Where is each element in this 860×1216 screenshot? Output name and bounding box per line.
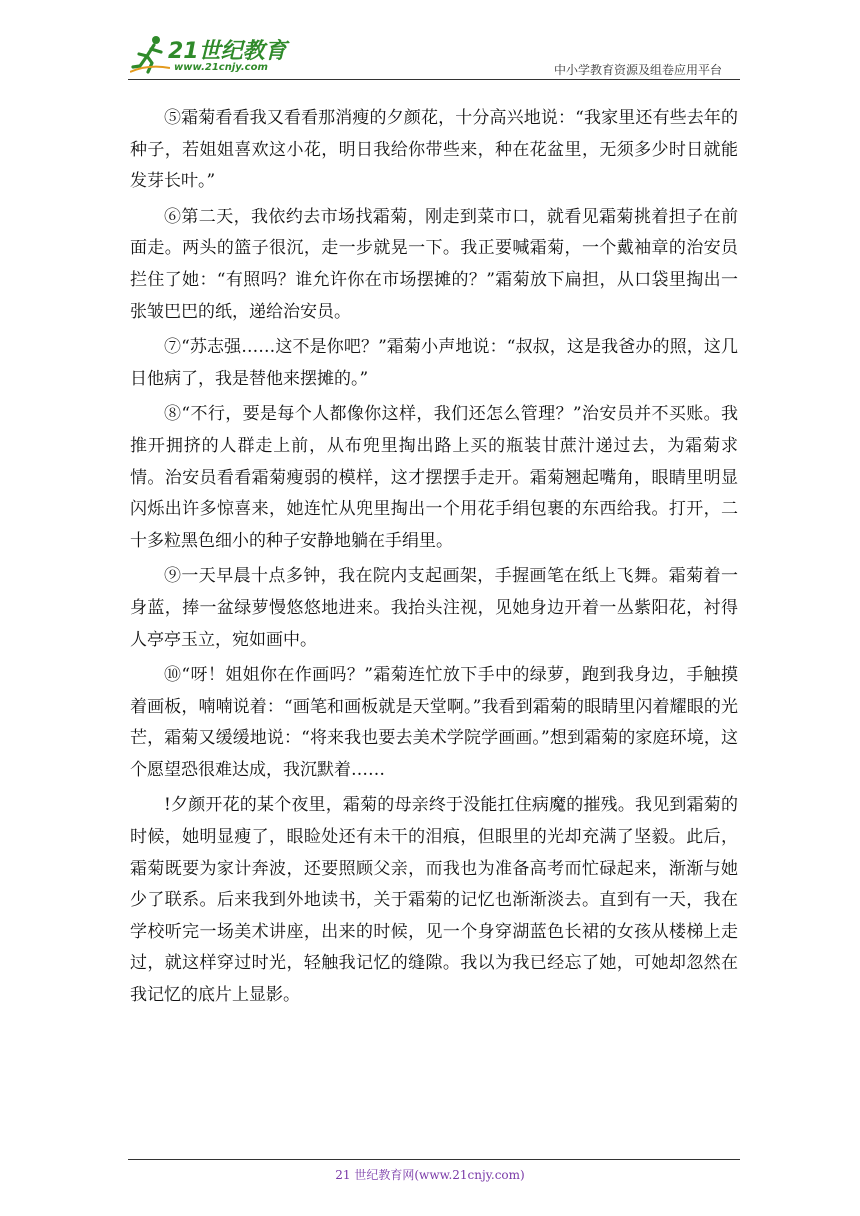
paragraph-5: ⑤霜菊看看我又看看那消瘦的夕颜花，十分高兴地说：“我家里还有些去年的种子，若姐姐喜欢这小花，明日我给你带些来，种在花盆里，无须多少时日就能发芽长叶。”	[130, 108, 738, 192]
paragraph-8: ⑧“不行，要是每个人都像你这样，我们还怎么管理？”治安员并不买账。我推开拥挤的人群走上前，从布兜里掏出路上买的瓶装甘蔗汁递过去，为霜菊求情。治安员看看霜菊瘦弱的模样，这才摆摆手走开。霜菊翘起嘴角，眼睛里明显闪烁出许多惊喜来，她连忙从兜里掏出一个用花手绢包裹的东西给我。打开，二十多粒黑色细小的种子安静地躺在手绢里。	[130, 404, 738, 551]
article-body	[130, 103, 738, 1016]
paragraph-10: ⑩“呀！姐姐你在作画吗？”霜菊连忙放下手中的绿萝，跑到我身边，手触摸着画板，喃喃说着：“画笔和画板就是天堂啊。”我看到霜菊的眼睛里闪着耀眼的光芒，霜菊又缓缓地说：“将来我也要去美术学院学画画。”想到霜菊的家庭环境，这个愿望恐很难达成，我沉默着……	[130, 665, 738, 780]
logo-text: 21世纪教育	[168, 39, 287, 64]
page-footer: 21 世纪教育网(www.21cnjy.com)	[335, 1168, 525, 1182]
logo	[128, 28, 298, 78]
paragraph-9: ⑨一天早晨十点多钟，我在院内支起画架，手握画笔在纸上飞舞。霜菊着一身蓝，捧一盆绿萝慢悠悠地进来。我抬头注视，见她身边开着一丛紫阳花，衬得人亭亭玉立，宛如画中。	[130, 566, 738, 650]
paragraph-11: !夕颜开花的某个夜里，霜菊的母亲终于没能扛住病魔的摧残。我见到霜菊的时候，她明显瘦了，眼睑处还有未干的泪痕，但眼里的光却充满了坚毅。此后，霜菊既要为家计奔波，还要照顾父亲，而我也为准备高考而忙碌起来，渐渐与她少了联系。后来我到外地读书，关于霜菊的记忆也渐渐淡去。直到有一天，我在学校听完一场美术讲座，出来的时候，见一个身穿湖蓝色长裙的女孩从楼梯上走过，就这样穿过时光，轻触我记忆的缝隙。我以为我已经忘了她，可她却忽然在我记忆的底片上显影。	[130, 795, 738, 1006]
page-header	[128, 28, 740, 80]
paragraph-6: ⑥第二天，我依约去市场找霜菊，刚走到菜市口，就看见霜菊挑着担子在前面走。两头的篮子很沉，走一步就晃一下。我正要喊霜菊，一个戴袖章的治安员拦住了她：“有照吗？谁允许你在市场摆摊的？”霜菊放下扁担，从口袋里掏出一张皱巴巴的纸，递给治安员。	[130, 206, 738, 322]
header-divider	[128, 79, 740, 80]
logo-url: www.21cnjy.com	[174, 62, 268, 73]
paragraph-7: ⑦“苏志强……这不是你吧？”霜菊小声地说：“叔叔，这是我爸办的照，这几日他病了，我是替他来摆摊的。”	[130, 337, 738, 389]
footer-divider	[128, 1159, 740, 1160]
runner-logo-icon	[130, 34, 170, 74]
platform-title: 中小学教育资源及组卷应用平台	[553, 63, 722, 77]
